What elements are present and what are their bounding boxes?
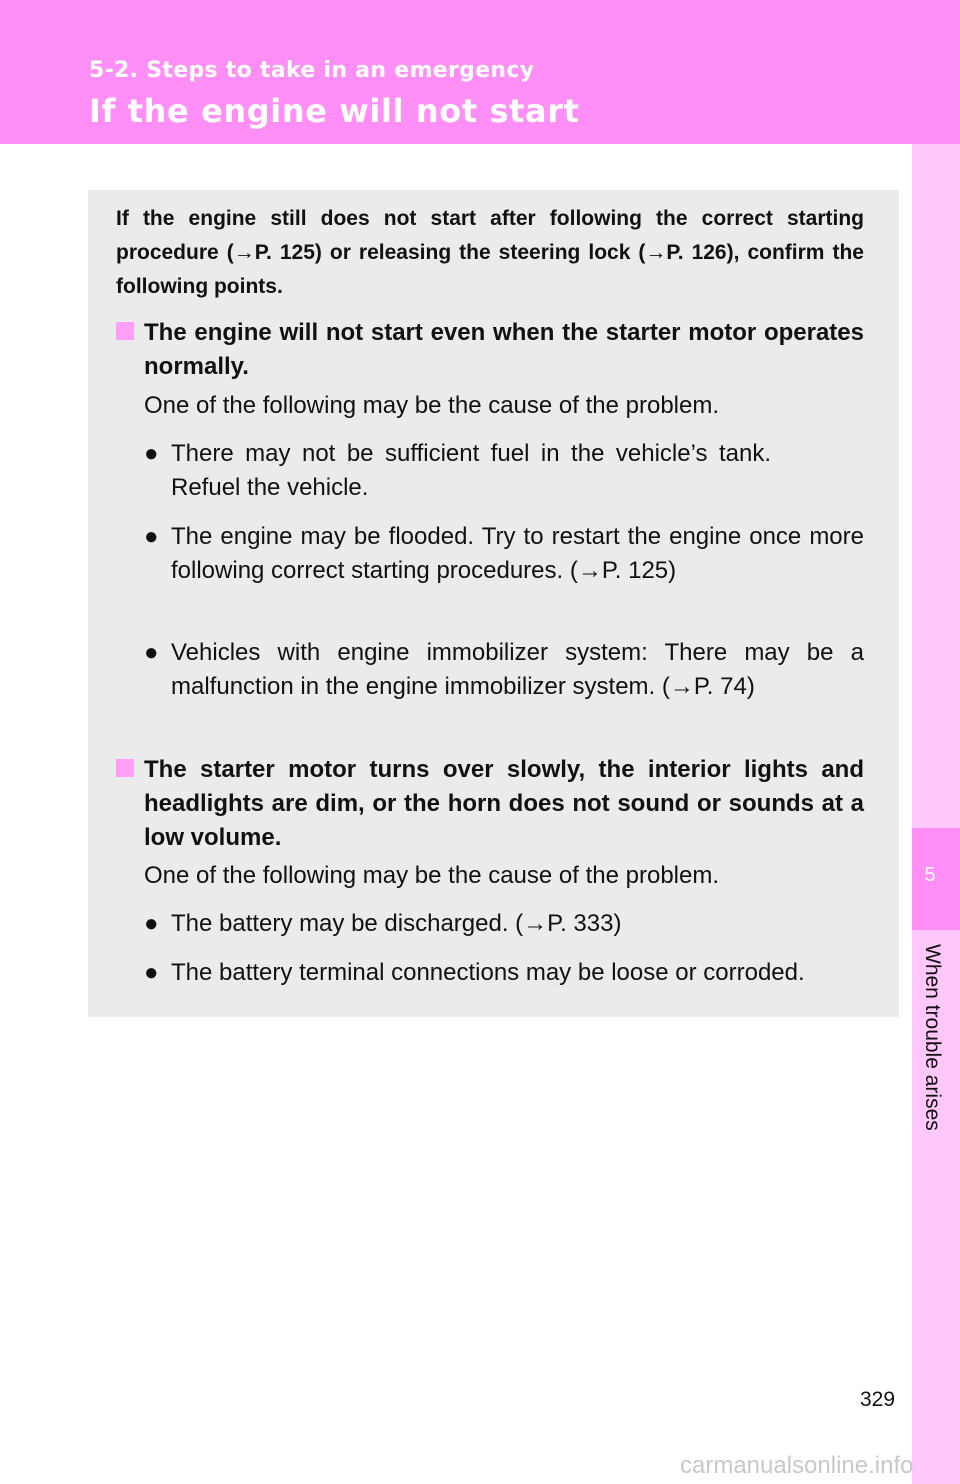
list-item	[144, 907, 864, 941]
list-item	[144, 437, 864, 505]
page-title: If the engine will not start	[89, 92, 580, 130]
side-tab-label: When trouble arises	[921, 944, 944, 1131]
section-lead: One of the following may be the cause of the problem.	[144, 862, 720, 889]
side-tab	[912, 144, 960, 1484]
list-item	[144, 956, 864, 990]
square-bullet-icon	[116, 322, 134, 340]
list-item-text: The battery terminal connections may be loose or corroded.	[171, 959, 805, 986]
list-item	[144, 520, 864, 588]
section-heading-text: The starter motor turns over slowly, the interior lights and headlights are dim, or the horn does not sound or sounds at a low volume.	[144, 756, 864, 851]
list-item	[144, 636, 864, 704]
section-heading	[116, 753, 864, 855]
bullet-dot-icon: ●	[144, 910, 159, 937]
section-heading-text: The engine will not start even when the starter motor operates normally.	[144, 319, 864, 380]
header-bar	[0, 0, 960, 144]
bullet-dot-icon: ●	[144, 523, 159, 550]
section-lead: One of the following may be the cause of the problem.	[144, 392, 720, 419]
bullet-dot-icon: ●	[144, 959, 159, 986]
list-item-text: The battery may be discharged. (→P. 333)	[171, 910, 622, 937]
bullet-dot-icon: ●	[144, 440, 159, 467]
section-label: 5-2. Steps to take in an emergency	[89, 58, 535, 83]
list-item-text: There may not be sufficient fuel in the vehicle’s tank. Refuel the vehicle.	[171, 440, 771, 501]
side-tab-chapter-number: 5	[924, 864, 936, 886]
watermark: carmanualsonline.info	[680, 1452, 914, 1479]
section-heading	[116, 316, 864, 384]
square-bullet-icon	[116, 759, 134, 777]
list-item-text: The engine may be flooded. Try to restart the engine once more following correct starting procedures. (→P. 125)	[171, 523, 864, 584]
bullet-dot-icon: ●	[144, 639, 159, 666]
page-number: 329	[860, 1388, 896, 1411]
list-item-text: Vehicles with engine immobilizer system: There may be a malfunction in the engine immobilizer system. (→P. 74)	[171, 639, 864, 700]
intro-paragraph: If the engine still does not start after following the correct starting procedure (→P. 125) or releasing the steering lock (→P. 126), confirm the following points.	[116, 207, 864, 298]
